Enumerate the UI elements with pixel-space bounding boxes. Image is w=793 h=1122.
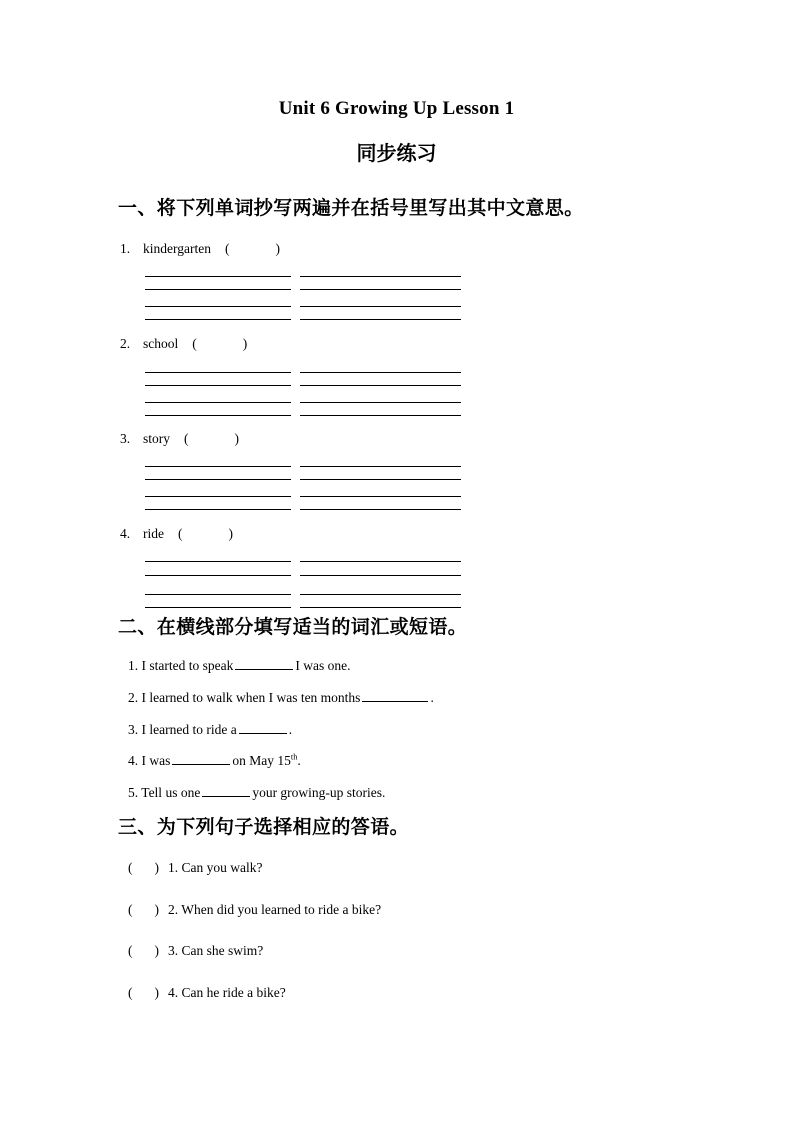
meaning-parenthesis[interactable] — [184, 431, 239, 447]
answer-blank[interactable] — [239, 721, 287, 734]
writing-rule — [145, 372, 291, 373]
item-number: 5. — [128, 785, 139, 800]
close-paren: ) — [234, 431, 239, 446]
answer-blank[interactable] — [235, 657, 293, 670]
item-word: kindergarten — [143, 241, 211, 256]
open-paren: ( — [184, 431, 189, 446]
close-paren: ) — [154, 902, 159, 917]
writing-rule — [300, 496, 461, 497]
match-item-3 — [128, 943, 263, 959]
item-number: 1. — [168, 860, 179, 875]
item-number: 1. — [120, 241, 131, 256]
question-text: When did you learned to ride a bike? — [181, 902, 382, 917]
section-heading-2: 二、在横线部分填写适当的词汇或短语。 — [118, 616, 468, 638]
meaning-parenthesis[interactable] — [225, 241, 280, 257]
writing-rule — [145, 496, 291, 497]
writing-rule — [300, 415, 461, 416]
section-heading-3: 三、为下列句子选择相应的答语。 — [118, 816, 410, 838]
close-paren: ) — [154, 943, 159, 958]
copy-word-item-2 — [120, 336, 247, 352]
open-paren: ( — [128, 860, 133, 875]
close-paren: ) — [154, 860, 159, 875]
sentence-before: Tell us one — [141, 785, 201, 800]
question-text: Can you walk? — [181, 860, 263, 875]
copy-word-item-4 — [120, 526, 233, 542]
sentence-tail: . — [297, 753, 301, 768]
open-paren: ( — [128, 902, 133, 917]
writing-rule — [300, 306, 461, 307]
fill-blank-sentence-2 — [128, 689, 434, 706]
writing-rule — [145, 385, 291, 386]
writing-rule — [300, 289, 461, 290]
sentence-before: I learned to ride a — [141, 722, 237, 737]
copy-word-item-1 — [120, 241, 280, 257]
writing-rule — [300, 575, 461, 576]
writing-rule — [145, 561, 291, 562]
close-paren: ) — [242, 336, 248, 351]
answer-parenthesis[interactable] — [128, 902, 159, 918]
writing-rule — [300, 509, 461, 510]
answer-blank[interactable] — [202, 784, 250, 797]
item-number: 4. — [120, 526, 131, 541]
writing-rule — [300, 466, 461, 467]
writing-rule — [300, 402, 461, 403]
writing-rule — [145, 276, 291, 277]
match-item-2 — [128, 902, 381, 918]
open-paren: ( — [128, 985, 133, 1000]
meaning-parenthesis[interactable] — [192, 336, 247, 352]
writing-rule — [145, 479, 291, 480]
item-number: 4. — [168, 985, 179, 1000]
item-word: ride — [143, 526, 164, 541]
answer-parenthesis[interactable] — [128, 985, 159, 1001]
page-subtitle: 同步练习 — [356, 141, 437, 165]
fill-blank-sentence-5 — [128, 784, 385, 801]
writing-rule — [300, 385, 461, 386]
item-word: story — [143, 431, 170, 446]
writing-rule — [300, 479, 461, 480]
sentence-after: . — [430, 690, 434, 705]
open-paren: ( — [128, 943, 133, 958]
sentence-after: I was one. — [295, 658, 351, 673]
item-number: 3. — [128, 722, 139, 737]
answer-parenthesis[interactable] — [128, 943, 159, 959]
page-title: Unit 6 Growing Up Lesson 1 — [278, 98, 515, 119]
item-number: 3. — [168, 943, 179, 958]
writing-rule — [145, 594, 291, 595]
close-paren: ) — [154, 985, 159, 1000]
sentence-after: your growing-up stories. — [252, 785, 386, 800]
item-number: 3. — [120, 431, 131, 446]
open-paren: ( — [178, 526, 183, 541]
writing-rule — [300, 319, 461, 320]
item-number: 2. — [120, 336, 131, 351]
open-paren: ( — [192, 336, 197, 351]
writing-rule — [145, 509, 291, 510]
writing-rule — [145, 306, 291, 307]
writing-rule — [300, 607, 461, 608]
ordinal-superscript: th — [290, 752, 298, 762]
fill-blank-sentence-3 — [128, 721, 292, 738]
writing-lines-block-2[interactable] — [145, 372, 461, 420]
question-text: Can she swim? — [181, 943, 264, 958]
section-heading-1: 一、将下列单词抄写两遍并在括号里写出其中文意思。 — [118, 197, 584, 219]
answer-parenthesis[interactable] — [128, 860, 159, 876]
fill-blank-sentence-1 — [128, 657, 350, 674]
sentence-after: . — [288, 722, 293, 737]
match-item-4 — [128, 985, 286, 1001]
writing-rule — [300, 594, 461, 595]
close-paren: ) — [275, 241, 280, 256]
writing-lines-block-1[interactable] — [145, 276, 461, 324]
writing-lines-block-3[interactable] — [145, 466, 461, 514]
sentence-before: I started to speak — [141, 658, 234, 673]
sentence-before: I learned to walk when I was ten months — [141, 690, 361, 705]
copy-word-item-3 — [120, 431, 239, 447]
open-paren: ( — [224, 241, 230, 256]
answer-blank[interactable] — [172, 752, 230, 765]
sentence-before: I was — [141, 753, 171, 768]
item-word: school — [143, 336, 179, 351]
answer-blank[interactable] — [362, 689, 428, 702]
close-paren: ) — [228, 526, 233, 541]
writing-lines-block-4[interactable] — [145, 561, 461, 609]
writing-rule — [145, 607, 291, 608]
writing-rule — [300, 561, 461, 562]
question-text: Can he ride a bike? — [181, 985, 286, 1000]
writing-rule — [300, 276, 461, 277]
match-item-1 — [128, 860, 262, 876]
sentence-after-plain: on May 15 — [232, 753, 291, 768]
item-number: 1. — [128, 658, 139, 673]
item-number: 4. — [128, 753, 139, 768]
writing-rule — [145, 415, 291, 416]
writing-rule — [145, 402, 291, 403]
meaning-parenthesis[interactable] — [178, 526, 233, 542]
writing-rule — [300, 372, 461, 373]
writing-rule — [145, 289, 291, 290]
writing-rule — [145, 575, 291, 576]
item-number: 2. — [168, 902, 179, 917]
fill-blank-sentence-4 — [128, 752, 301, 769]
writing-rule — [145, 466, 291, 467]
writing-rule — [145, 319, 291, 320]
item-number: 2. — [128, 690, 139, 705]
